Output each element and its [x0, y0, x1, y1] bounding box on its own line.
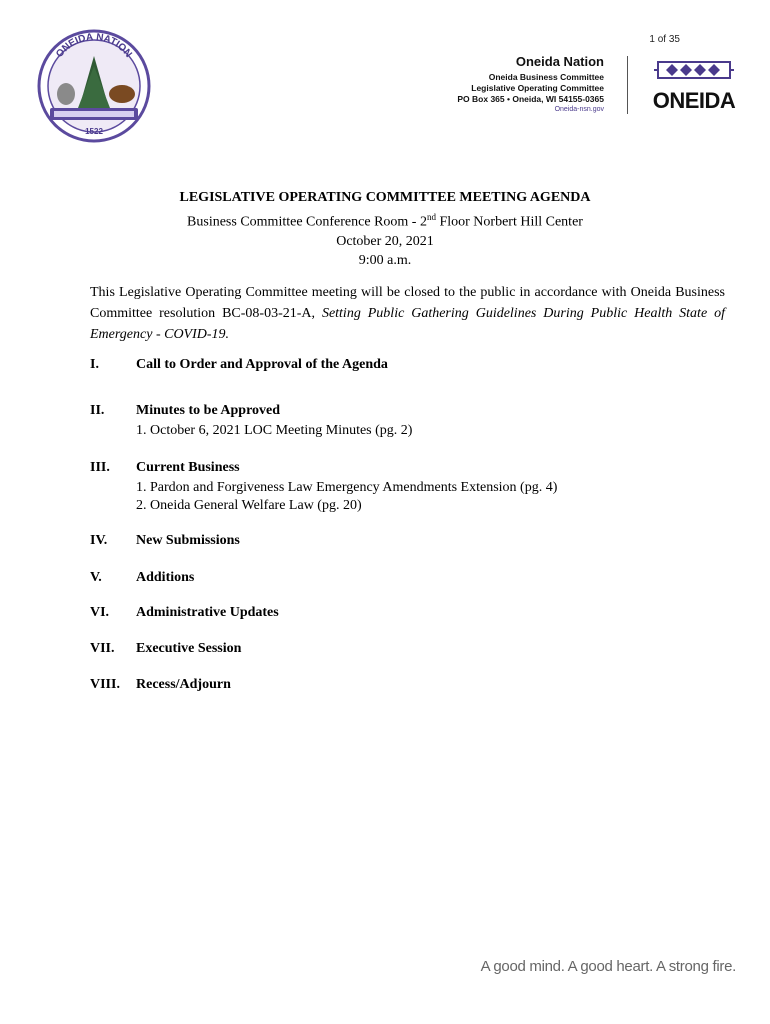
org-line: Legislative Operating Committee	[471, 83, 604, 93]
seal-year: 1522	[85, 127, 103, 136]
agenda-header	[0, 188, 770, 270]
item-heading: Call to Order and Approval of the Agenda	[136, 357, 388, 372]
closure-notice: This Legislative Operating Committee meeting will be closed to the public in accordance with Oneida Business Committee resolution BC-08-03-21-A, Setting Public Gathering Guidelines During Public Health State of Emergency - COVID-19.	[90, 285, 725, 342]
wampum-belt-icon	[644, 54, 744, 86]
item-number: VI.	[90, 605, 110, 620]
item-subitems	[136, 479, 557, 515]
subitem: 1. October 6, 2021 LOC Meeting Minutes (pg. 2)	[136, 423, 413, 438]
item-heading: Recess/Adjourn	[136, 677, 231, 692]
item-heading: Executive Session	[136, 641, 242, 656]
meeting-location: Business Committee Conference Room - 2nd Floor Norbert Hill Center	[187, 212, 583, 230]
item-heading: Additions	[136, 570, 195, 585]
footer-tagline: A good mind. A good heart. A strong fire.	[480, 958, 736, 975]
oneida-logo	[644, 54, 744, 114]
item-heading: New Submissions	[136, 533, 240, 548]
item-number: VIII.	[90, 677, 120, 692]
item-subitems	[136, 422, 412, 440]
subitem: 1. Pardon and Forgiveness Law Emergency Amendments Extension (pg. 4)	[136, 480, 558, 495]
agenda-title: LEGISLATIVE OPERATING COMMITTEE MEETING AGENDA	[179, 190, 591, 205]
item-number: VII.	[90, 641, 115, 656]
logo-text: ONEIDA	[652, 88, 736, 113]
seal-text: ONEIDA NATION	[54, 31, 134, 60]
item-number: II.	[90, 403, 105, 418]
item-number: IV.	[90, 533, 108, 548]
org-name: Oneida Nation	[515, 54, 604, 69]
oneida-nation-seal	[36, 28, 152, 144]
item-number: V.	[90, 570, 102, 585]
org-line: Oneida Business Committee	[488, 72, 604, 82]
org-contact-block	[404, 54, 604, 115]
org-website: Oneida-nsn.gov	[554, 106, 604, 113]
meeting-date: October 20, 2021	[336, 233, 434, 249]
page-count: 1 of 35	[649, 34, 680, 45]
subitem: 2. Oneida General Welfare Law (pg. 20)	[136, 498, 362, 513]
header-divider	[627, 56, 628, 114]
item-number: I.	[90, 357, 99, 372]
item-heading: Current Business	[136, 460, 240, 475]
resolution-title: Setting Public Gathering Guidelines During Public Health State of Emergency - COVID-19.	[90, 306, 725, 342]
item-heading: Minutes to be Approved	[136, 403, 281, 418]
org-address: PO Box 365 • Oneida, WI 54155-0365	[457, 94, 604, 104]
meeting-time: 9:00 a.m.	[358, 252, 412, 268]
item-heading: Administrative Updates	[136, 605, 279, 620]
item-number: III.	[90, 460, 110, 475]
